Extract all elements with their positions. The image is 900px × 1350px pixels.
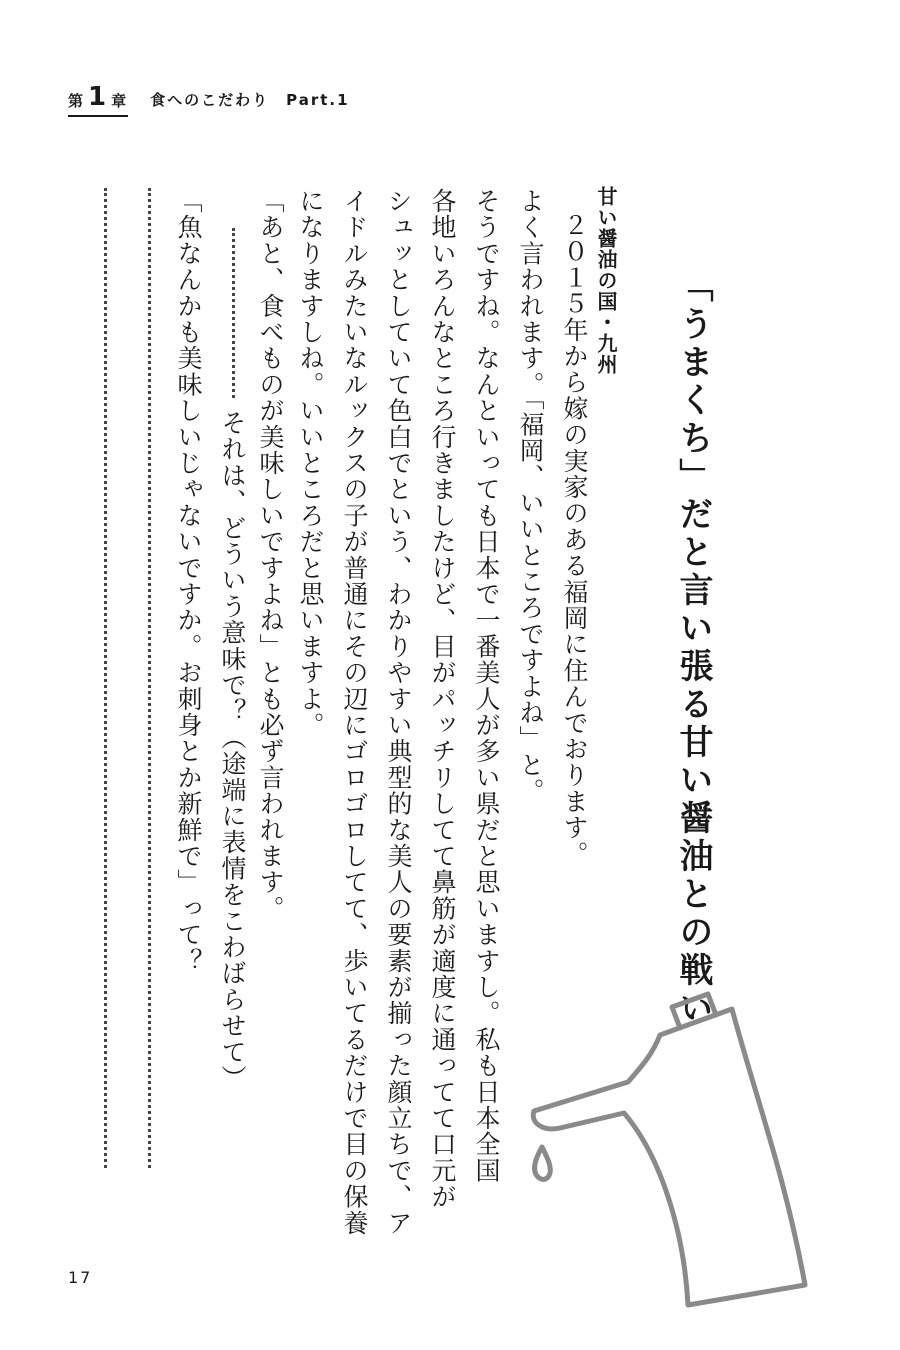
body-line: 「あと、食べものが美味しいですよね」とも必ず言われます。 (256, 188, 285, 922)
chapter-number: 1 (88, 82, 109, 112)
page-number: 17 (68, 1268, 93, 1287)
chapter-suffix: 章 (111, 92, 129, 110)
subsection-heading: 甘い醤油の国・九州 (594, 186, 618, 375)
kettle-icon (520, 985, 820, 1315)
dotted-rule (232, 228, 235, 398)
body-line: ２０１５年から嫁の実家のある福岡に住んでおります。 (560, 212, 589, 867)
body-line: それは、どういう意味で？（途端に表情をこわばらせて） (218, 410, 247, 1092)
running-header (68, 84, 350, 117)
body-line: 「魚なんかも美味しいじゃないですか。お刺身とか新鮮で」って？ (174, 188, 203, 974)
chapter-label (68, 84, 128, 117)
body-line: そうですね。なんといっても日本で一番美人が多い県だと思いますし。私も日本全国 (472, 188, 501, 1184)
chapter-title: 食へのこだわり Part.1 (150, 91, 350, 109)
body-line: よく言われます。「福岡、いいところですよね」と。 (516, 188, 545, 805)
body-line: 各地いろんなところ行きましたけど、目がパッチリしてて鼻筋が適度に通ってて口元が (428, 188, 457, 1210)
body-line: イドルみたいなルックスの子が普通にその辺にゴロゴロしてて、歩いてるだけで目の保養 (340, 188, 369, 1236)
dotted-rule (104, 188, 107, 1168)
chapter-prefix: 第 (68, 92, 86, 110)
dotted-rule (148, 188, 151, 1168)
section-title: 「うまくち」だと言い張る甘い醤油との戦い (673, 268, 713, 1028)
body-line: になりますしね。いいところだと思いますよ。 (296, 188, 325, 739)
body-line: シュッとしていて色白でという、わかりやすい典型的な美人の要素が揃った顔立ちで、ア (384, 188, 413, 1236)
